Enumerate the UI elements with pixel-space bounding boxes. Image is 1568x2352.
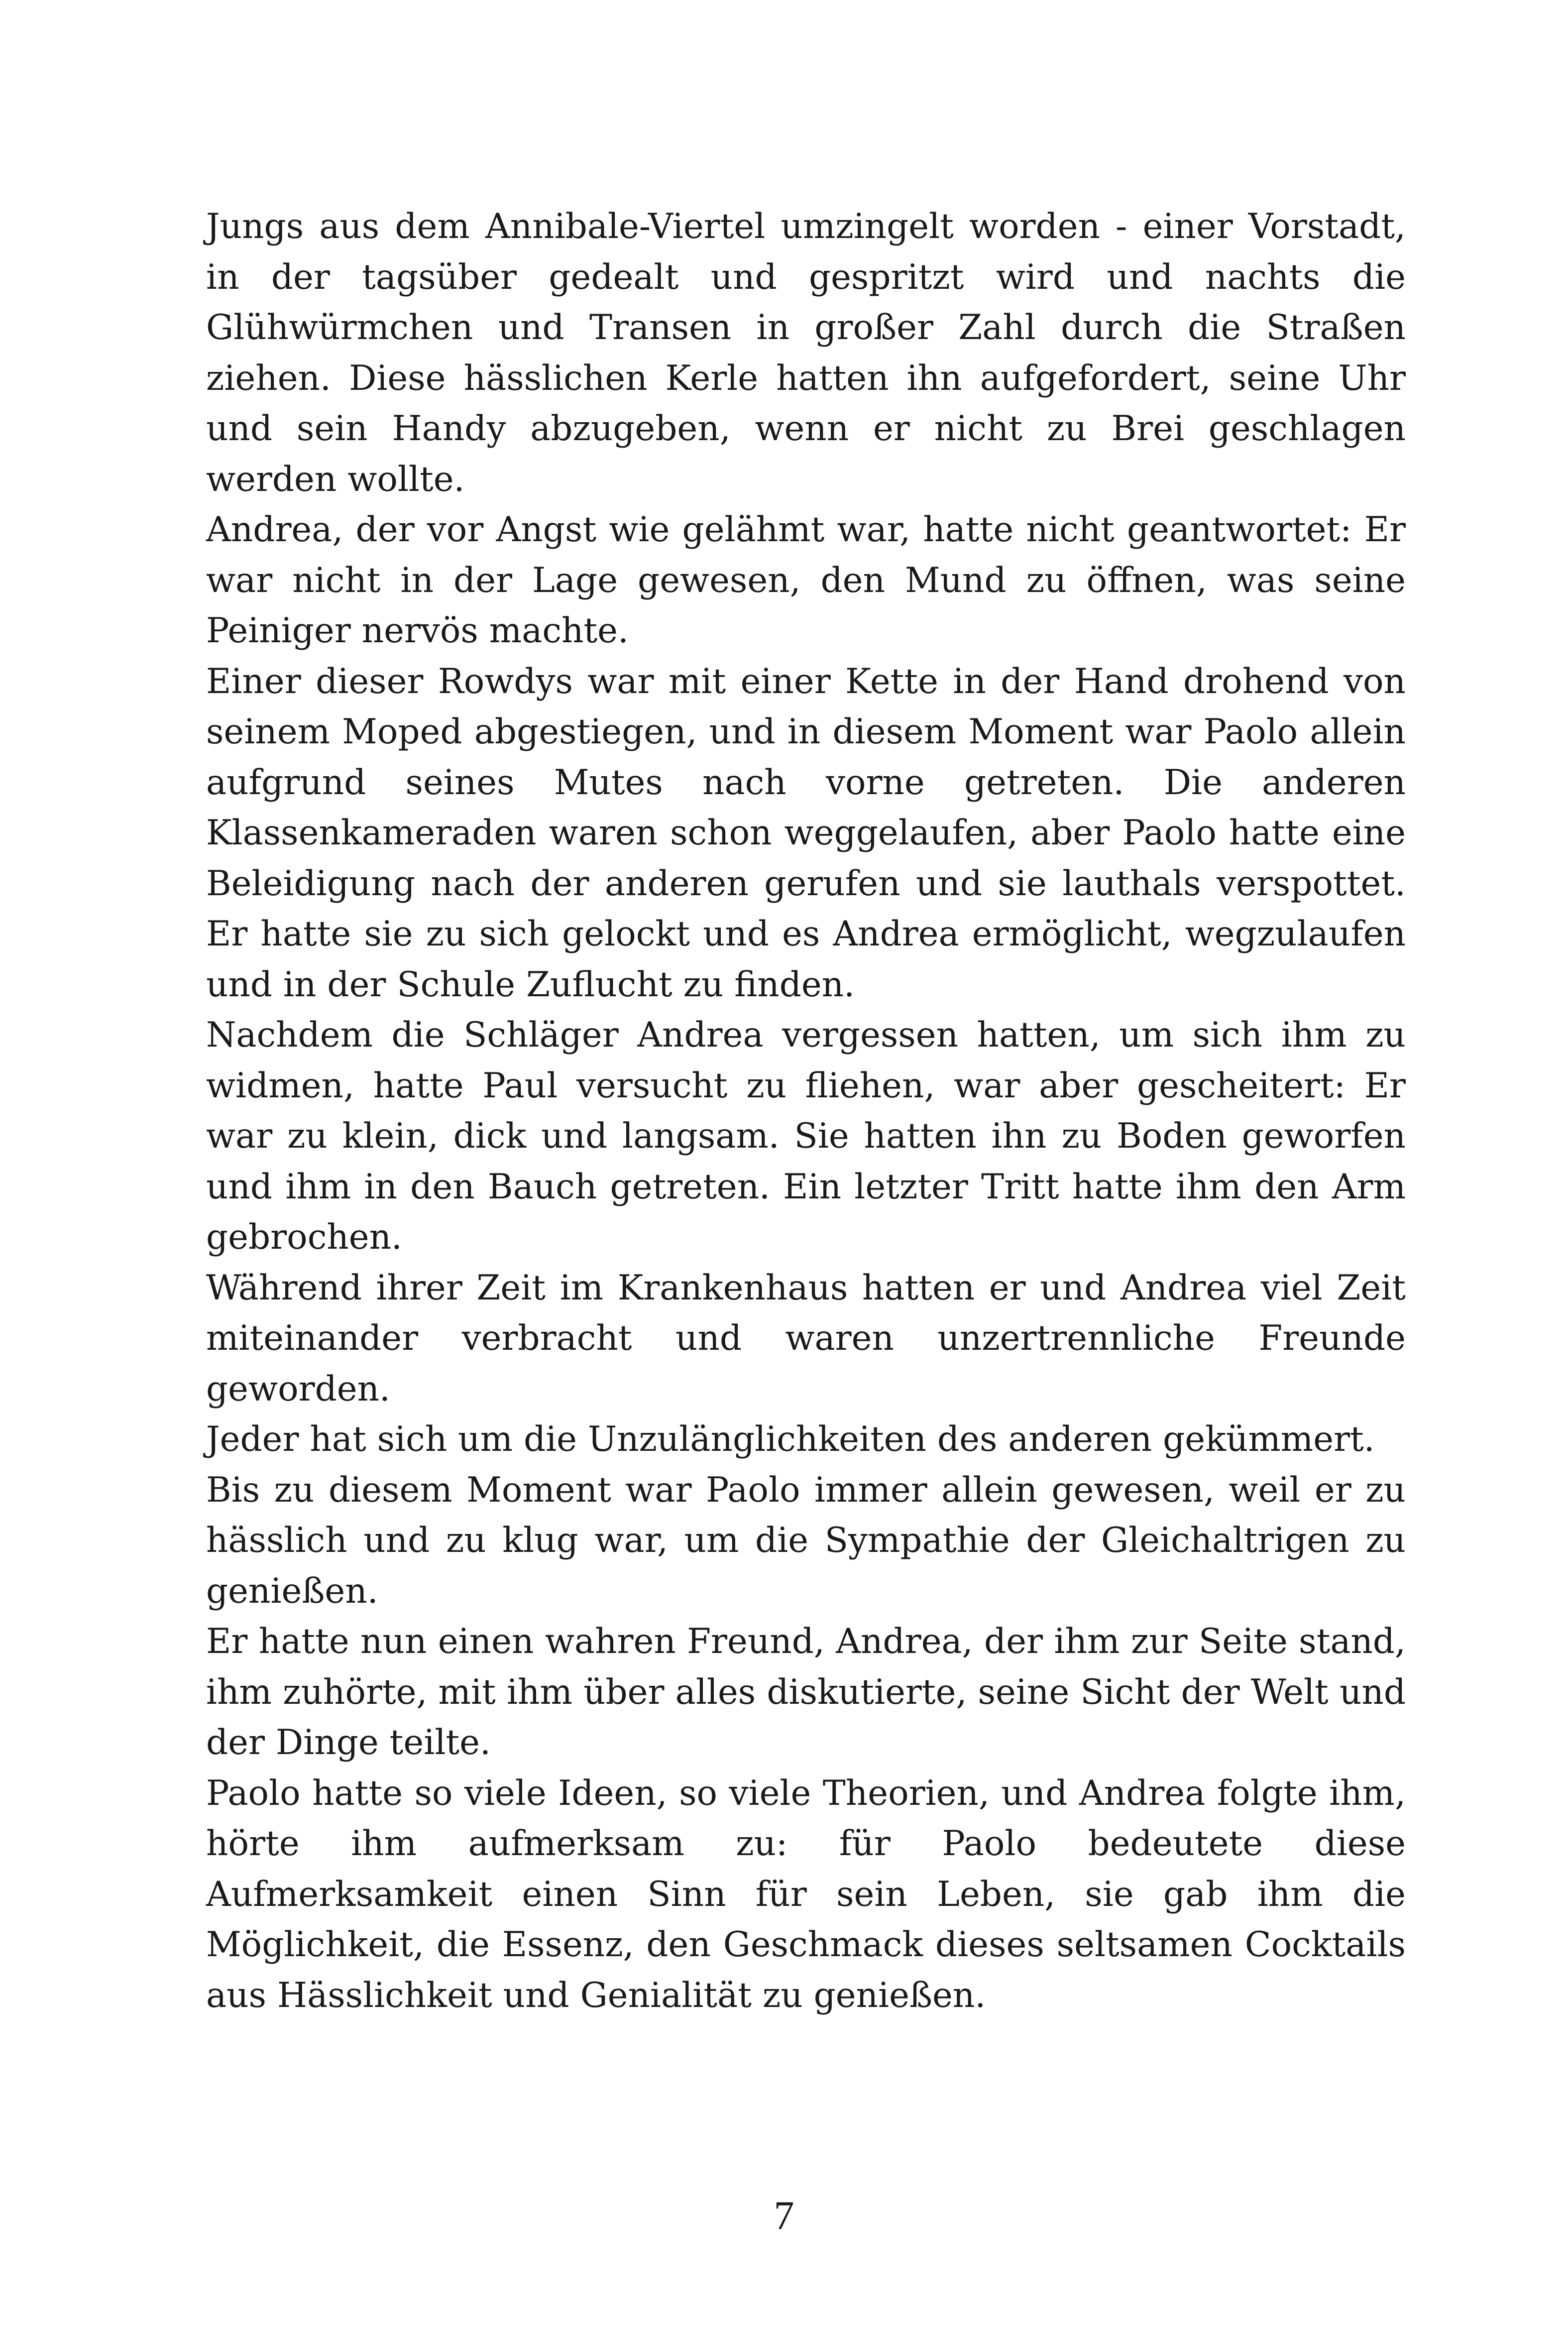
- page-number: 7: [774, 2193, 794, 2238]
- paragraph: Bis zu diesem Moment war Paolo immer allein gewesen, weil er zu hässlich und zu klug war, um die Sympathie der Gleichaltrigen zu genießen.: [206, 1470, 1406, 1611]
- paragraph: Während ihrer Zeit im Krankenhaus hatten er und Andrea viel Zeit miteinander verbracht und waren unzertrennliche Freunde geworden.: [206, 1268, 1406, 1409]
- paragraph: Jeder hat sich um die Unzulänglichkeiten des anderen gekümmert.: [206, 1419, 1375, 1459]
- paragraph: Paolo hatte so viele Ideen, so viele Theorien, und Andrea folgte ihm, hörte ihm aufmerksam zu: für Paolo bedeutete diese Aufmerksamkeit einen Sinn für sein Leben, sie gab ihm die Möglichkeit, die Essenz, den Geschmack dieses seltsamen Cocktails aus Hässlichkeit und Genialität zu genießen.: [206, 1773, 1406, 2015]
- paragraph: Andrea, der vor Angst wie gelähmt war, hatte nicht geantwortet: Er war nicht in der Lage gewesen, den Mund zu öffnen, was seine Peiniger nervös machte.: [206, 510, 1406, 651]
- paragraph: Jungs aus dem Annibale-Viertel umzingelt worden - einer Vorstadt, in der tagsüber gedealt und gespritzt wird und nachts die Glühwürmchen und Transen in großer Zahl durch die Straßen ziehen. Diese hässlichen Kerle hatten ihn aufgefordert, seine Uhr und sein Handy abzugeben, wenn er nicht zu Brei geschlagen werden wollte.: [206, 207, 1406, 499]
- paragraph: Nachdem die Schläger Andrea vergessen hatten, um sich ihm zu widmen, hatte Paul versucht zu fliehen, war aber gescheitert: Er war zu klein, dick und langsam. Sie hatten ihn zu Boden geworfen und ihm in den Bauch getreten. Ein letzter Tritt hatte ihm den Arm gebrochen.: [206, 1015, 1406, 1257]
- paragraph: Einer dieser Rowdys war mit einer Kette in der Hand drohend von seinem Moped abgestiegen, und in diesem Moment war Paolo allein aufgrund seines Mutes nach vorne getreten. Die anderen Klassenkameraden waren schon weggelaufen, aber Paolo hatte eine Beleidigung nach der anderen gerufen und sie lauthals verspottet. Er hatte sie zu sich gelockt und es Andrea ermöglicht, wegzulaufen und in der Schule Zuflucht zu finden.: [206, 661, 1406, 1005]
- paragraph: Er hatte nun einen wahren Freund, Andrea, der ihm zur Seite stand, ihm zuhörte, mit ihm über alles diskutierte, seine Sicht der Welt und der Dinge teilte.: [206, 1622, 1406, 1763]
- body-text: [206, 202, 1406, 2021]
